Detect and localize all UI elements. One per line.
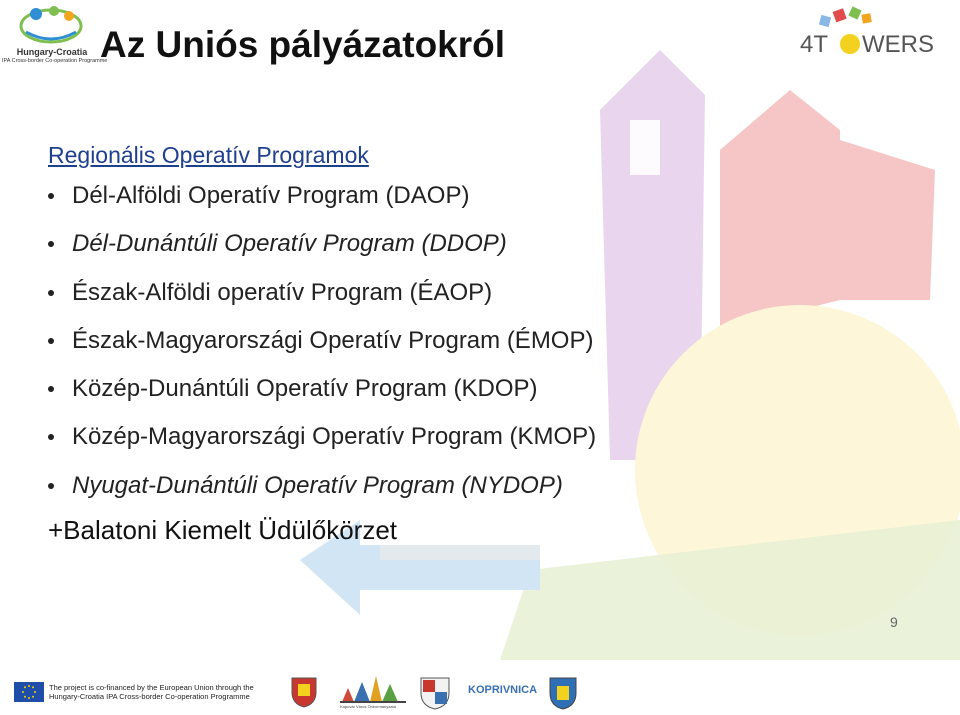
- program-label: Nyugat-Dunántúli Operatív Program (NYDOP): [72, 471, 563, 499]
- list-item: [48, 220, 596, 268]
- page-title: Az Uniós pályázatokról: [100, 24, 506, 65]
- main-content: [48, 138, 596, 550]
- list-item: [48, 413, 596, 461]
- bg-purple-window: [630, 120, 660, 175]
- bg-red-side: [840, 140, 935, 300]
- bullet-icon: [48, 193, 54, 199]
- funding-text: [49, 683, 254, 701]
- program-label: Közép-Dunántúli Operatív Program (KDOP): [72, 375, 538, 403]
- logo-text-suffix: WERS: [862, 31, 934, 58]
- list-item: [48, 269, 596, 317]
- list-item: [48, 172, 596, 220]
- logo-name: Hungary-Croatia: [16, 47, 88, 57]
- logo-text-prefix: 4T: [800, 31, 829, 58]
- 4towers-logo: [798, 4, 948, 64]
- hungary-croatia-logo: [2, 2, 108, 72]
- program-label: Dél-Dunántúli Operatív Program (DDOP): [72, 230, 507, 258]
- list-item: [48, 462, 596, 510]
- coat-of-arms-icon: [288, 676, 320, 708]
- kapuvar-town-icon: [340, 674, 406, 704]
- funding-line-2: Hungary-Croatia IPA Cross-border Co-operation Programme: [49, 692, 250, 701]
- eu-flag-icon: [14, 682, 44, 702]
- program-label: Közép-Magyarországi Operatív Program (KMOP): [72, 423, 597, 451]
- bullet-icon: [48, 386, 54, 392]
- page-number: 9: [890, 614, 898, 630]
- bullet-icon: [48, 483, 54, 489]
- bullet-icon: [48, 241, 54, 247]
- extra-line: +Balatoni Kiemelt Üdülőkörzet: [48, 515, 398, 546]
- list-item: [48, 317, 596, 365]
- coat-of-arms-2-icon: [418, 676, 452, 710]
- program-label: Dél-Alföldi Operatív Program (DAOP): [72, 182, 470, 209]
- koprivnica-logo: KOPRIVNICA: [468, 684, 538, 696]
- 4towers-emblem-icon: [798, 4, 948, 64]
- footer: [0, 670, 960, 715]
- bullet-icon: [48, 434, 54, 440]
- bg-red-tower: [720, 90, 840, 330]
- list-item: [48, 365, 596, 413]
- bullet-icon: [48, 290, 54, 296]
- logo-subtitle: IPA Cross-border Co-operation Programme: [2, 58, 108, 64]
- bullet-icon: [48, 338, 54, 344]
- coat-of-arms-3-icon: [548, 676, 578, 710]
- funding-line-1: The project is co-financed by the European Union through the: [49, 683, 254, 692]
- program-label: Észak-Magyarországi Operatív Program (ÉMOP): [72, 326, 594, 354]
- program-list: [48, 172, 596, 510]
- section-heading: Regionális Operatív Programok: [48, 142, 369, 168]
- kapuvar-caption: Kapuvár Város Önkormányzata: [340, 704, 396, 709]
- hungary-croatia-emblem-icon: [14, 2, 88, 46]
- program-label: Észak-Alföldi operatív Program (ÉAOP): [72, 278, 493, 306]
